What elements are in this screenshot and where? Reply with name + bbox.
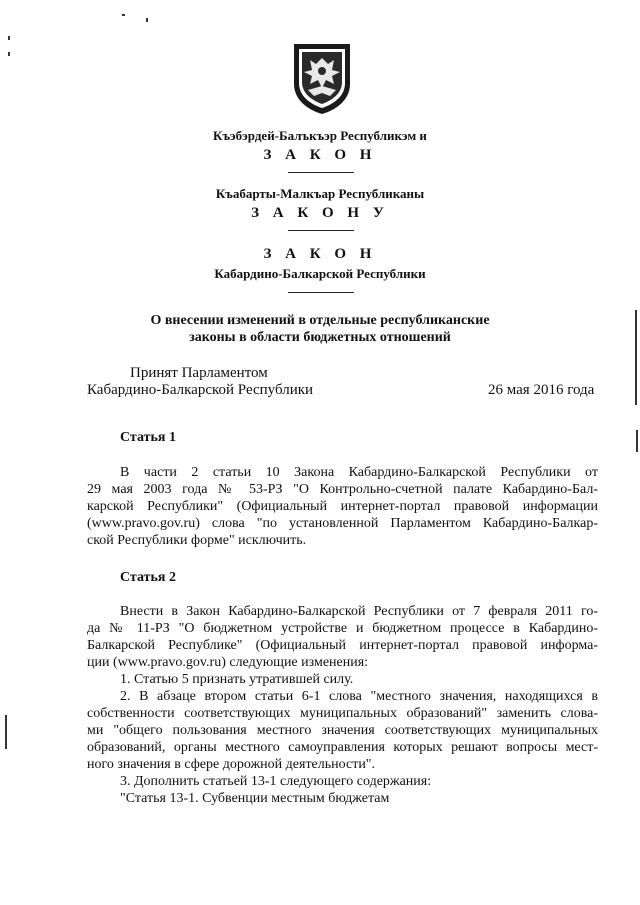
- header-law-russian: З А К О Н: [263, 246, 377, 262]
- article-line: 29 мая 2003 года № 53-РЗ "О Контрольно-счетной палате Кабардино-Бал-: [87, 482, 598, 497]
- article-line: карской Республики" (Официальный интернет-портал правовой информации: [87, 499, 598, 514]
- scan-mark: [8, 52, 10, 56]
- article-line: собственности соответствующих муниципальных образований" заменить слова-: [87, 706, 598, 721]
- document-title-line: О внесении изменений в отдельные республиканские: [150, 313, 490, 328]
- article-heading: Статья 1: [120, 430, 176, 445]
- divider: [288, 230, 354, 231]
- article-line: ми "общего пользования местного значения соответствующих муниципальных: [87, 723, 598, 738]
- scan-mark: [122, 14, 125, 16]
- header-law-kabardian: З А К О Н: [263, 147, 377, 163]
- article-line: Внести в Закон Кабардино-Балкарской Республики от 7 февраля 2011 го-: [120, 604, 598, 619]
- article-line: образований, органы местного самоуправления которых решают вопросы мест-: [87, 740, 598, 755]
- article-line: ции (www.pravo.gov.ru) следующие изменения:: [87, 655, 369, 670]
- header-lang-kabardian: Къэбэрдей-Балъкъэр Республикэм и: [213, 128, 427, 143]
- scan-edge-line: [636, 430, 638, 452]
- article-line: 2. В абзаце втором статьи 6-1 слова "местного значения, находящихся в: [120, 689, 598, 704]
- adopted-by: Принят Парламентом: [130, 365, 268, 381]
- article-line: 1. Статью 5 признать утратившей силу.: [120, 672, 354, 687]
- article-line: "Статья 13-1. Субвенции местным бюджетам: [120, 791, 390, 806]
- scan-edge-line: [5, 715, 7, 749]
- divider: [288, 172, 354, 173]
- header-lang-balkar: Къабарты-Малкъар Республиканы: [215, 186, 425, 201]
- article-line: да № 11-РЗ "О бюджетном устройстве и бюджетном процессе в Кабардино-: [87, 621, 598, 636]
- scan-mark: [8, 36, 10, 40]
- adopted-date: 26 мая 2016 года: [488, 382, 595, 398]
- article-line: 3. Дополнить статьей 13-1 следующего содержания:: [120, 774, 432, 789]
- article-heading: Статья 2: [120, 570, 176, 585]
- adopted-body: Кабардино-Балкарской Республики: [87, 382, 314, 398]
- scan-mark: [146, 18, 148, 22]
- header-law-balkar: З А К О Н У: [251, 205, 389, 221]
- article-line: Балкарской Республике" (Официальный интернет-портал правовой информа-: [87, 638, 598, 653]
- article-line: В части 2 статьи 10 Закона Кабардино-Балкарской Республики от: [120, 465, 598, 480]
- divider: [288, 292, 354, 293]
- document-title-line: законы в области бюджетных отношений: [189, 330, 451, 345]
- header-lang-russian: Кабардино-Балкарской Республики: [214, 266, 426, 281]
- article-line: ного значения в сфере дорожной деятельности".: [87, 757, 376, 772]
- article-line: (www.pravo.gov.ru) слова "по установленной Парламентом Кабардино-Балкар-: [87, 516, 598, 531]
- article-line: ской Республики форме" исключить.: [87, 533, 307, 548]
- coat-of-arms-icon: [290, 40, 354, 116]
- scan-edge-line: [635, 310, 637, 405]
